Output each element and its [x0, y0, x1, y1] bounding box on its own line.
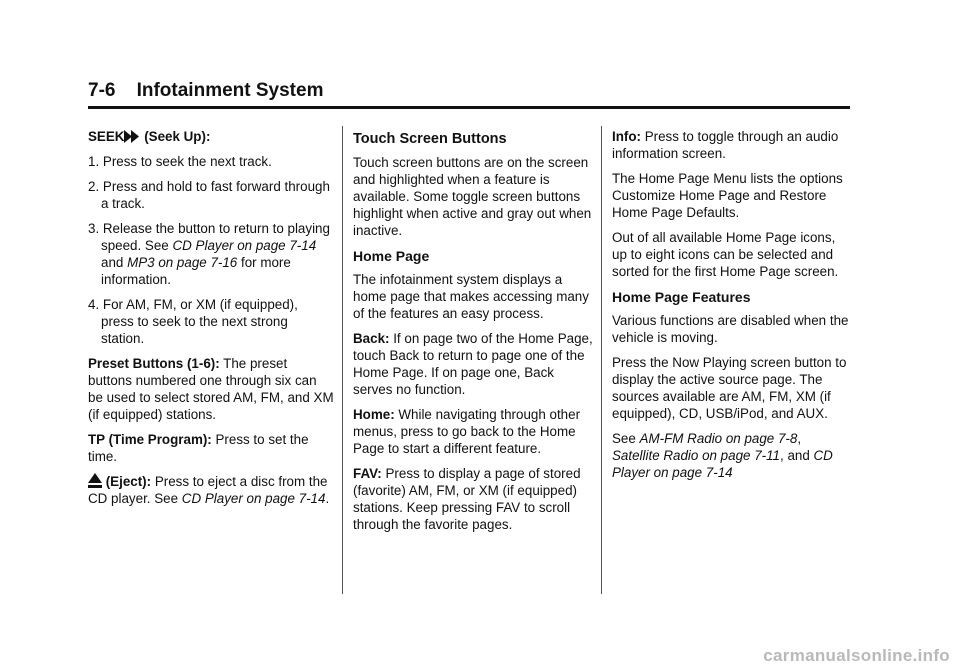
home-icons-paragraph: Out of all available Home Page icons, up to eight icons can be selected and sorted for the first Home Page screen.	[612, 230, 839, 279]
info-paragraph: Info: Press to toggle through an audio information screen.	[612, 129, 839, 161]
eject-cd-player-link[interactable]: CD Player on page 7-14	[181, 491, 326, 506]
page-header	[88, 80, 850, 109]
column-3	[612, 128, 852, 489]
column-divider-2	[601, 126, 602, 594]
back-paragraph: Back: If on page two of the Home Page, touch Back to return to page one of the Home Page. If on page one, Back serves no function.	[353, 331, 593, 397]
watermark: carmanualsonline.info	[763, 646, 950, 665]
am-fm-radio-link[interactable]: AM-FM Radio on page 7-8	[639, 431, 798, 446]
section-title: Infotainment System	[136, 80, 324, 101]
column-1	[88, 128, 334, 515]
home-page-heading: Home Page	[353, 248, 430, 264]
column-divider-1	[342, 126, 343, 594]
seek-up-icon	[124, 130, 140, 143]
eject-icon	[88, 473, 102, 488]
seek-up-heading: SEEK (Seek Up):	[88, 129, 211, 144]
eject-paragraph: (Eject): Press to eject a disc from the CD player. See CD Player on page 7-14.	[88, 474, 330, 506]
home-menu-paragraph: The Home Page Menu lists the options Customize Home Page and Restore Home Page Defaults.	[612, 171, 843, 220]
touch-screen-buttons-heading: Touch Screen Buttons	[353, 131, 507, 147]
features-paragraph: Various functions are disabled when the vehicle is moving.	[612, 313, 849, 345]
cd-player-link[interactable]: CD Player on page 7-14	[172, 238, 317, 253]
now-playing-paragraph: Press the Now Playing screen button to display the active source page. The sources available are AM, FM, XM (if equipped), CD, USB/iPod, and AUX.	[612, 355, 847, 421]
seek-step-2: 2. Press and hold to fast forward through a track.	[88, 179, 330, 211]
satellite-radio-link[interactable]: Satellite Radio on page 7-11	[612, 448, 780, 463]
page-header-title	[88, 80, 323, 102]
see-also-paragraph: See AM-FM Radio on page 7-8, Satellite Radio on page 7-11, and CD Player on page 7-14	[612, 431, 833, 480]
home-paragraph: Home: While navigating through other menus, press to go back to the Home Page to start a different feature.	[353, 407, 581, 456]
cd-player-link-2[interactable]: CD Player on page 7-14	[612, 448, 833, 480]
home-page-features-heading: Home Page Features	[612, 289, 751, 305]
touch-screen-intro: Touch screen buttons are on the screen and highlighted when a feature is available. Some toggle screen buttons highlight when active and gray out when inactive.	[353, 155, 592, 238]
home-page-intro: The infotainment system displays a home page that makes accessing many of the features an easy process.	[353, 272, 589, 321]
seek-step-1: 1. Press to seek the next track.	[88, 154, 272, 169]
fav-paragraph: FAV: Press to display a page of stored (favorite) AM, FM, or XM (if equipped) stations. Keep pressing FAV to scroll through the favorite pages.	[353, 466, 581, 532]
seek-step-4: 4. For AM, FM, or XM (if equipped), press to seek to the next strong station.	[88, 297, 298, 346]
column-2	[353, 128, 593, 541]
page-number: 7-6	[88, 80, 116, 101]
time-program-paragraph: TP (Time Program): Press to set the time.	[88, 432, 309, 464]
mp3-link[interactable]: MP3 on page 7-16	[127, 255, 238, 270]
preset-buttons-paragraph: Preset Buttons (1-6): The preset buttons numbered one through six can be used to select stored AM, FM, and XM (if equipped) stations.	[88, 356, 334, 422]
seek-step-3: 3. Release the button to return to playing speed. See CD Player on page 7-14 and MP3 on page 7-16 for more information.	[88, 221, 330, 287]
